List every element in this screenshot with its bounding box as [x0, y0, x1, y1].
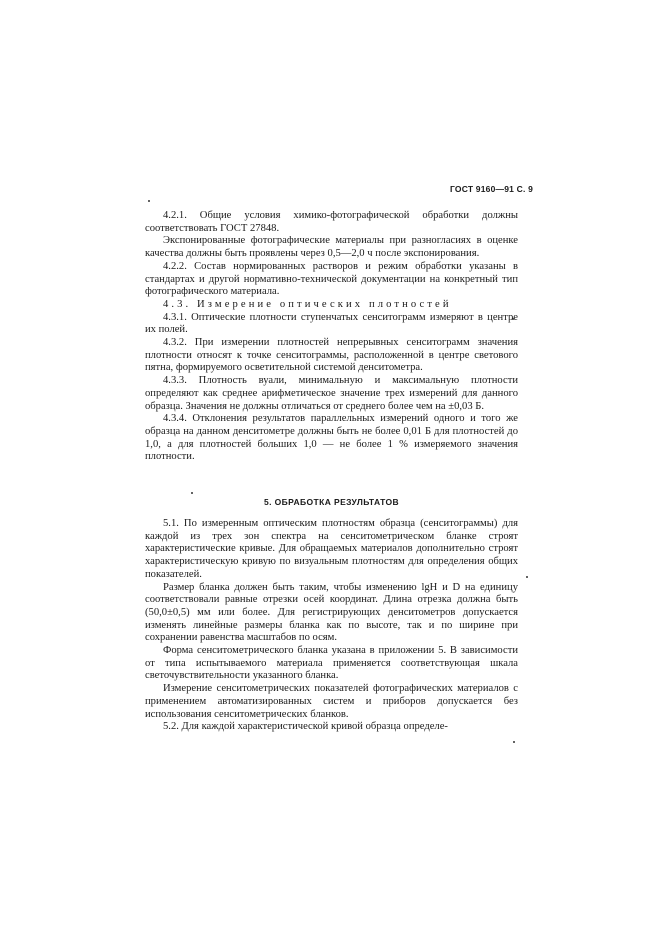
paragraph-4-2-1: 4.2.1. Общие условия химико-фотографической обработки должны соответствовать ГОСТ 27848.	[145, 210, 518, 234]
section-5-text	[145, 518, 518, 734]
section-title-5: 5. ОБРАБОТКА РЕЗУЛЬТАТОВ	[263, 497, 400, 507]
paragraph-4-3-1: 4.3.1. Оптические плотности ступенчатых сенситограмм измеряют в центре их полей.	[145, 311, 518, 336]
paragraph-blank-size: Размер бланка должен быть таким, чтобы изменению lgH и D на единицу соответствовали равные отрезки осей координат. Длина отрезка должна быть (50,0±0,5) мм или более. Для регистрирующих денситометров допускается изменять линейные размеры бланка как по высоте, так и по ширине при сохранении равенства масштабов по осям.	[145, 581, 518, 644]
scan-speck	[191, 492, 193, 494]
paragraph-automated: Измерение сенситометрических показателей фотографических материалов с применением автоматизированных систем и приборов допускается без использования сенситометрических бланков.	[145, 683, 518, 720]
paragraph-blank-form: Форма сенситометрического бланка указана в приложении 5. В зависимости от типа испытываемого материала применяется соответствующая шкала светочувствительности указанного бланка.	[145, 645, 518, 682]
paragraph-5-2: 5.2. Для каждой характеристической кривой образца определе-	[163, 721, 448, 733]
scan-speck	[148, 200, 150, 202]
paragraph-4-3-3: 4.3.3. Плотность вуали, минимальную и максимальную плотности определяют как среднее арифметическое значение трех измерений для данного образца. Значения не должны отличаться от среднего более чем на ±0,03 Б.	[145, 375, 518, 412]
scan-speck	[526, 576, 528, 578]
subsection-title-4-3: 4.3. Измерение оптических плотностей	[163, 298, 452, 310]
paragraph-exposure: Экспонированные фотографические материалы при разногласиях в оценке качества должны быть проявлены через 0,5—2,0 ч после экспонирования.	[145, 235, 518, 260]
paragraph-4-3-2: 4.3.2. При измерении плотностей непрерывных сенситограмм значения плотности относят к точке сенситограммы, расположенной в центре светового пятна, формируемого осветительной системой денситометра.	[145, 337, 518, 374]
paragraph-5-1: 5.1. По измеренным оптическим плотностям образца (сенситограммы) для каждой из трех зон спектра на сенситометрическом бланке строят характеристические кривые. Для обращаемых материалов дополнительно строят характеристическую кривую по визуальным плотностям для определения общих показателей.	[145, 518, 518, 580]
scan-speck	[513, 741, 515, 743]
running-header: ГОСТ 9160—91 С. 9	[449, 184, 533, 194]
paragraph-4-3-4: 4.3.4. Отклонения результатов параллельных измерений одного и того же образца на данном денситометре должны быть не более 0,01 Б для плотностей до 1,0, а для плотностей больших 1,0 — не более 1 % измеряемого значения плотности.	[145, 413, 518, 463]
section-4-text	[145, 210, 518, 464]
paragraph-4-2-2: 4.2.2. Состав нормированных растворов и режим обработки указаны в стандартах и другой нормативно-технической документации на конкретный тип фотографического материала.	[145, 260, 518, 298]
